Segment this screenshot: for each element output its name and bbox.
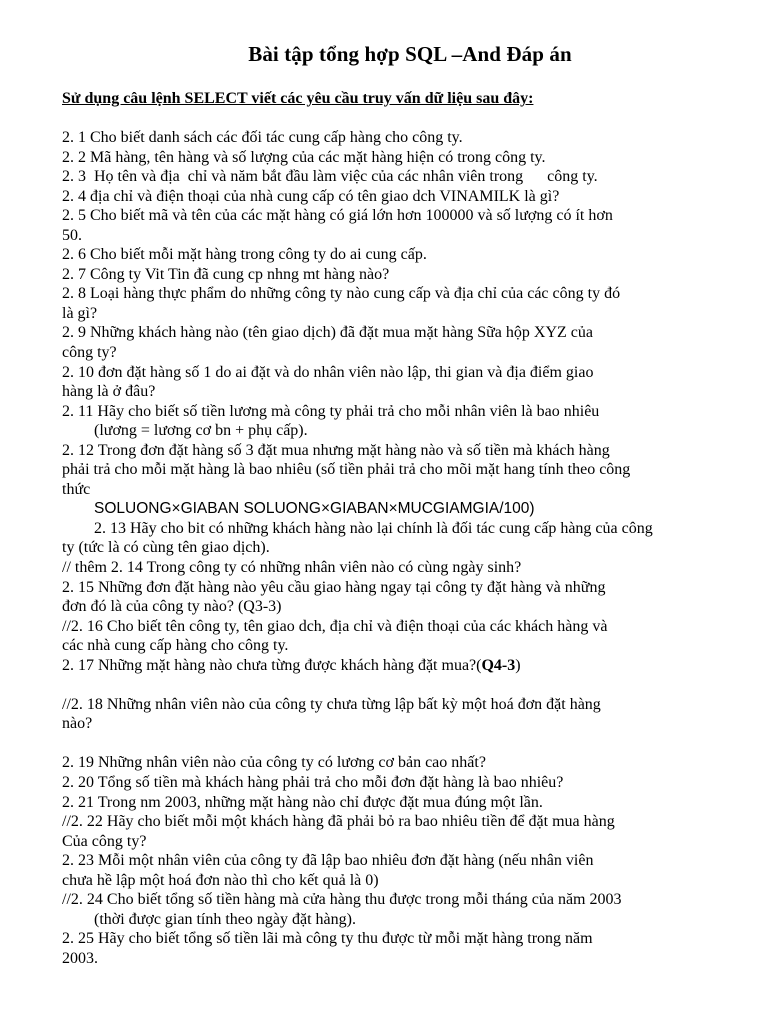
exercise-line: (thời được gian tính theo ngày đặt hàng).	[94, 910, 356, 928]
exercise-line: 2. 9 Những khách hàng nào (tên giao dịch) đã đặt mua mặt hàng Sữa hộp XYZ của	[62, 324, 593, 342]
exercise-line: 2. 3 Họ tên và địa chỉ và năm bắt đầu làm việc của các nhân viên trong công ty.	[62, 168, 598, 186]
blank-line	[62, 734, 712, 754]
exercise-line	[62, 656, 712, 676]
exercise-line: 2. 15 Những đơn đặt hàng nào yêu cầu giao hàng ngay tại công ty đặt hàng và những	[62, 578, 606, 596]
exercise-line: 2. 5 Cho biết mã và tên của các mặt hàng có giá lớn hơn 100000 và số lượng có ít hơn	[62, 207, 613, 225]
exercise-line: //2. 16 Cho biết tên công ty, tên giao dch, địa chỉ và điện thoại của các khách hàng và	[62, 617, 608, 635]
exercise-line: chưa hề lập một hoá đơn nào thì cho kết quả là 0)	[62, 871, 379, 889]
exercise-line: 2. 6 Cho biết mỗi mặt hàng trong công ty do ai cung cấp.	[62, 246, 427, 264]
document-subtitle: Sử dụng câu lệnh SELECT viết các yêu cầu truy vấn dữ liệu sau đây:	[62, 90, 534, 107]
exercise-line: 2. 12 Trong đơn đặt hàng số 3 đặt mua nhưng mặt hàng nào và số tiền mà khách hàng	[62, 441, 610, 459]
query-ref: Q4-3	[481, 656, 516, 674]
exercise-line: //2. 18 Những nhân viên nào của công ty chưa từng lập bất kỳ một hoá đơn đặt hàng	[62, 695, 601, 713]
exercise-line: 2. 10 đơn đặt hàng số 1 do ai đặt và do nhân viên nào lập, thi gian và địa điểm giao	[62, 363, 594, 381]
exercise-line: nào?	[62, 715, 93, 733]
exercise-line: 2. 20 Tổng số tiền mà khách hàng phải trả cho mỗi đơn đặt hàng là bao nhiêu?	[62, 773, 564, 791]
exercise-line: thức	[62, 480, 91, 498]
exercise-line: phải trả cho mỗi mặt hàng là bao nhiêu (số tiền phải trả cho mõi mặt hang tính theo công	[62, 461, 631, 479]
exercise-line: 2. 19 Những nhân viên nào của công ty có lương cơ bản cao nhất?	[62, 754, 486, 772]
exercise-line: ty (tức là có cùng tên giao dịch).	[62, 539, 270, 557]
exercise-line: 2. 8 Loại hàng thực phẩm do những công ty nào cung cấp và địa chỉ của các công ty đó	[62, 285, 621, 303]
exercise-line: 2. 11 Hãy cho biết số tiền lương mà công ty phải trả cho mỗi nhân viên là bao nhiêu	[62, 402, 600, 420]
formula-line: SOLUONG×GIABAN SOLUONG×GIABAN×MUCGIAMGIA/100)	[94, 500, 535, 518]
exercise-line: 2. 25 Hãy cho biết tổng số tiền lãi mà công ty thu được từ mỗi mặt hàng trong năm	[62, 930, 593, 948]
blank-line	[62, 675, 712, 695]
exercise-line: //2. 24 Cho biết tổng số tiền hàng mà cửa hàng thu được trong mỗi tháng của năm 2003	[62, 891, 622, 909]
exercise-line: // thêm 2. 14 Trong công ty có những nhân viên nào có cùng ngày sinh?	[62, 559, 522, 577]
exercise-line: 2003.	[62, 949, 98, 967]
exercise-line: là gì?	[62, 304, 98, 322]
exercise-line: 2. 7 Công ty Vit Tin đã cung cp nhng mt hàng nào?	[62, 265, 390, 283]
exercise-list	[62, 128, 712, 968]
exercise-text: 2. 17 Những mặt hàng nào chưa từng được khách hàng đặt mua?(	[62, 656, 482, 674]
exercise-line: (lương = lương cơ bn + phụ cấp).	[94, 422, 308, 440]
closing-paren: )	[515, 656, 521, 674]
exercise-line: hàng là ở đâu?	[62, 383, 156, 401]
exercise-line: 2. 23 Mỗi một nhân viên của công ty đã lập bao nhiêu đơn đặt hàng (nếu nhân viên	[62, 852, 594, 870]
exercise-line: 2. 13 Hãy cho bit có những khách hàng nào lại chính là đối tác cung cấp hàng của công	[94, 519, 653, 537]
exercise-line: Của công ty?	[62, 832, 147, 850]
exercise-line: //2. 22 Hãy cho biết mỗi một khách hàng đã phải bỏ ra bao nhiêu tiền để đặt mua hàng	[62, 813, 615, 831]
exercise-line: đơn đó là của công ty nào? (Q3-3)	[62, 598, 282, 616]
exercise-line: 2. 1 Cho biết danh sách các đối tác cung cấp hàng cho công ty.	[62, 129, 463, 146]
document-title: Bài tập tổng hợp SQL –And Đáp án	[248, 42, 572, 66]
exercise-line: 2. 21 Trong nm 2003, những mặt hàng nào chỉ được đặt mua đúng một lần.	[62, 793, 543, 811]
exercise-line: 50.	[62, 226, 82, 244]
exercise-line: 2. 2 Mã hàng, tên hàng và số lượng của các mặt hàng hiện có trong công ty.	[62, 148, 546, 166]
exercise-line: các nhà cung cấp hàng cho công ty.	[62, 637, 289, 655]
exercise-line: công ty?	[62, 344, 117, 362]
exercise-line: 2. 4 địa chỉ và điện thoại của nhà cung cấp có tên giao dch VINAMILK là gì?	[62, 187, 560, 205]
